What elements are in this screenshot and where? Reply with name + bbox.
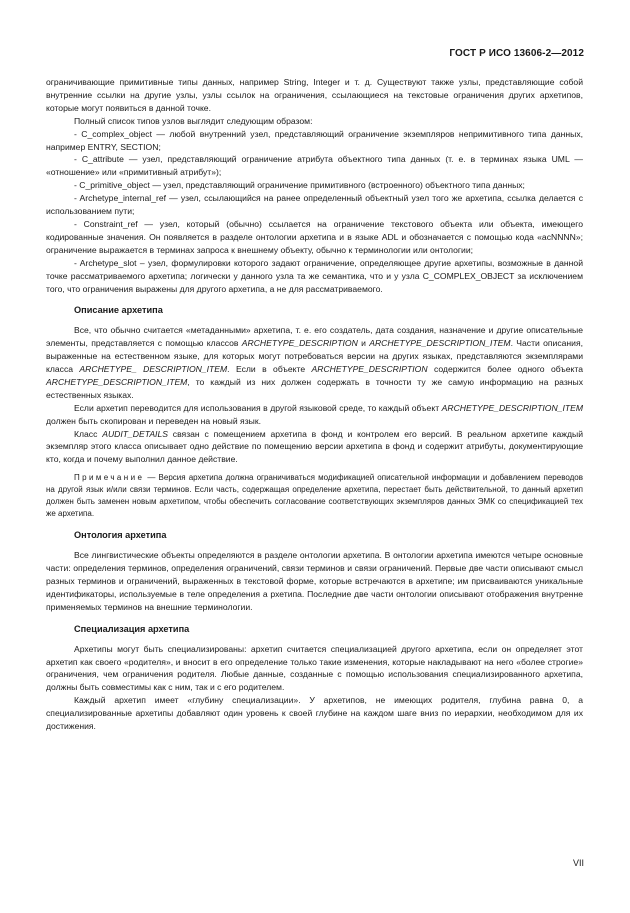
class-name: ARCHETYPE_DESCRIPTION_ITEM xyxy=(369,338,511,349)
list-item: - Archetype_internal_ref — узел, ссылающийся на ранее определенный объектный узел того же архетипа, ссылка делается с использованием пути; xyxy=(46,193,583,217)
list-item: - C_primitive_object — узел, представляющий ограничение примитивного (встроенного) объектного типа данных; xyxy=(74,180,525,191)
paragraph: Все лингвистические объекты определяются в разделе онтологии архетипа. В онтологии архетипа имеются четыре основные части: определения терминов, определения ограничений, связи терминов и связи ограничений. Первые две части описывают смысл разных терминов и ограничений, выраженных в текстовой форме, которые встречаются в архетипе; им присваиваются уникальные идентификаторы, используемые в теле определения а рхетипа. Последние две части онтологии описывают отображения внутренне применяемых терминов на внешние терминологии. xyxy=(46,550,583,612)
list-item: - C_complex_object — любой внутренний узел, представляющий ограничение экземпляров непримитивного типа данных, например ENTRY, SECTION; xyxy=(46,128,583,152)
paragraph xyxy=(46,428,583,467)
class-name: ARCHETYPE_DESCRIPTION xyxy=(241,338,358,349)
class-name: ARCHETYPE_DESCRIPTION_ITEM xyxy=(46,376,188,387)
class-name: ARCHETYPE_DESCRIPTION xyxy=(311,364,428,375)
note xyxy=(46,472,583,520)
list-item: - Archetype_slot – узел, формулировки которого задают ограничение, определяющее другие архетипы, возможные в данной точке рассматриваемого архетипа; логически у данного узла та же семантика, что и у узла C_COMPLEX_OBJECT за исключением того, что ограничения выражены для другого архетипа, а не для рассматриваемого. xyxy=(46,257,583,294)
text-run: Класс xyxy=(74,428,103,439)
paragraph: Каждый архетип имеет «глубину специализации». У архетипов, не имеющих родителя, глубина равна 0, а специализированные архетипы добавляют один уровень к своей глубине на каждом шаге вниз по иерархии, необходимом для их достижения. xyxy=(46,695,583,732)
text-run: Если архетип переводится для использования в другой языковой среде, то каждый объект xyxy=(74,402,442,413)
text-run: содержится более одного объекта xyxy=(427,364,584,375)
paragraph xyxy=(46,324,583,401)
text-run: Все, что обычно считается «метаданными» архетипа, т. е. его создатель, дата создания, назначение и другие описательные элементы, представляется с помощью классов xyxy=(46,325,583,349)
section-heading: Описание архетипа xyxy=(74,305,163,316)
section-heading: Специализация архетипа xyxy=(74,623,190,634)
text-run: . Если в объекте xyxy=(227,364,312,375)
class-name: ARCHETYPE_ DESCRIPTION_ITEM xyxy=(79,364,228,375)
paragraph: ограничивающие примитивные типы данных, например String, Integer и т. д. Существуют также узлы, представляющие собой внутренние ссылки на другие узлы, узлы ссылок на ограничения, ссылающиеся на текстовые ограничения других архетипов, которые могут появиться в данной точке. xyxy=(46,77,583,113)
document-body xyxy=(46,76,583,733)
section-heading: Онтология архетипа xyxy=(74,530,167,541)
page-number: VII xyxy=(572,858,584,868)
paragraph: Архетипы могут быть специализированы: архетип считается специализацией другого архетипа, если он определяет этот архетип как своего «родителя», и вносит в его определение только такие изменения, которые накладывают на него «более строгие» ограничения, чем ограничения родителя. Любые данные, созданные с помощью использования специализированного архетипа, должны быть совместимы как с ним, так и с его родителем. xyxy=(46,643,583,693)
class-name: ARCHETYPE_DESCRIPTION_ITEM xyxy=(441,402,583,413)
text-run: . Части описания, выраженные на естественном языке, для которых могут потребоваться версии на других языках, представляются экземплярами класса xyxy=(46,338,583,375)
paragraph xyxy=(46,402,583,428)
note-text: — Версия архетипа должна ограничиваться модификацией описательной информации и добавлением переводов на другой язык и/или связи терминов. Если часть, содержащая определение архетипа, перестает быть действительной, то данный архетип должен быть заменен новым архетипом, чтобы обеспечить согласование соответствующих экземпляров данных ЭМК со спецификацией тех же архетипа. xyxy=(46,473,583,519)
list-item: - Constraint_ref — узел, который (обычно) ссылается на ограничение текстового объекта или объекта, имеющего кодированные значения. Он появляется в разделе онтологии архетипа и в языке ADL и обозначается с помощью кода «acNNNN»; ограничение выражается в терминах запроса к внешнему объекту, обычно к терминологии или онтологии; xyxy=(46,218,583,255)
class-name: AUDIT_DETAILS xyxy=(102,428,168,439)
note-label: Примечание xyxy=(74,473,145,483)
text-run: связан с помещением архетипа в фонд и контролем его версий. В реальном архетипе каждый экземпляр этого класса описывает одно действие по помещению версии архетипа в фонд и содержит атрибуты, документирующие кто, когда и почему выполнил данное действие. xyxy=(46,428,584,465)
standard-header: ГОСТ Р ИСО 13606-2—2012 xyxy=(449,48,584,59)
text-run: , то каждый из них должен содержать в точности ту же самую информацию на разных естественных языках. xyxy=(46,376,583,400)
text-run: и xyxy=(357,338,370,349)
list-item: - C_attribute — узел, представляющий ограничение атрибута объектного типа данных (т. е. в терминах языка UML — «отношение» или «примитивный атрибут»); xyxy=(46,154,583,178)
paragraph: Полный список типов узлов выглядит следующим образом: xyxy=(74,115,313,126)
text-run: должен быть скопирован и переведен на новый язык. xyxy=(46,415,261,426)
